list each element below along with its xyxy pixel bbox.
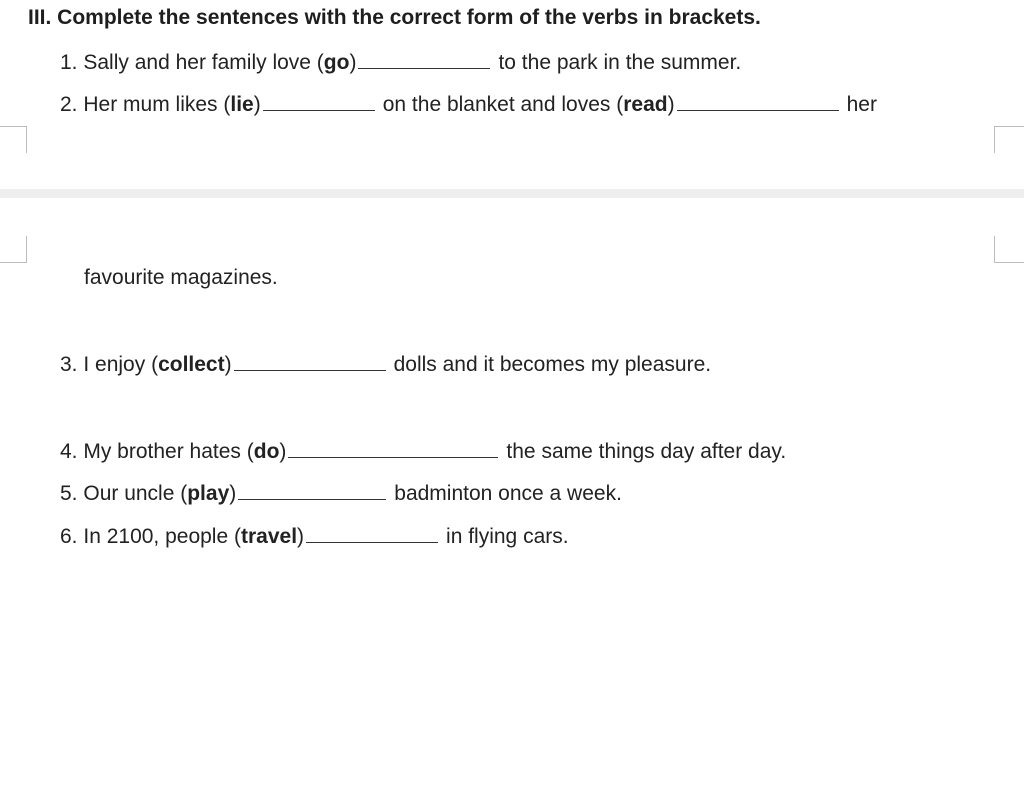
- item-number: 5.: [60, 482, 78, 505]
- answer-blank[interactable]: [234, 352, 386, 371]
- sentence-end: the same things day after day.: [506, 440, 787, 463]
- sentence-end: dolls and it becomes my pleasure.: [393, 353, 712, 376]
- sentence-4: [60, 439, 786, 465]
- item-number: 3.: [60, 353, 78, 376]
- item-number: 4.: [60, 440, 78, 463]
- answer-blank[interactable]: [288, 439, 498, 458]
- bracket-close: ): [229, 482, 237, 505]
- bracket-close: ): [253, 93, 261, 116]
- sentence-2-continuation: favourite magazines.: [84, 266, 278, 289]
- answer-blank[interactable]: [238, 481, 386, 500]
- sentence-start: Sally and her family love (: [83, 51, 324, 74]
- sentence-end: in flying cars.: [446, 525, 569, 548]
- sentence-3: [60, 352, 711, 378]
- sentence-2: [60, 92, 877, 118]
- sentence-middle: on the blanket and loves (: [382, 93, 624, 116]
- verb: go: [323, 51, 350, 74]
- answer-blank[interactable]: [677, 92, 839, 111]
- sentence-start: I enjoy (: [83, 353, 159, 376]
- sentence-5: [60, 481, 622, 507]
- verb: travel: [240, 525, 298, 548]
- verb: collect: [158, 353, 225, 376]
- answer-blank[interactable]: [263, 92, 375, 111]
- bracket-close: ): [224, 353, 232, 376]
- verb: read: [623, 93, 668, 116]
- verb: lie: [230, 93, 254, 116]
- verb: do: [253, 440, 280, 463]
- item-number: 2.: [60, 93, 78, 116]
- sentence-6: [60, 524, 569, 550]
- page-break: [0, 189, 1024, 198]
- sentence-start: Her mum likes (: [83, 93, 231, 116]
- page-corner-mark: [0, 126, 27, 153]
- page-corner-mark: [0, 236, 27, 263]
- sentence-end: badminton once a week.: [394, 482, 622, 505]
- bracket-close: ): [667, 93, 675, 116]
- bracket-close: ): [279, 440, 287, 463]
- item-number: 6.: [60, 525, 78, 548]
- sentence-start: In 2100, people (: [83, 525, 241, 548]
- verb: play: [187, 482, 230, 505]
- answer-blank[interactable]: [306, 524, 438, 543]
- sentence-end: her: [846, 93, 877, 116]
- item-number: 1.: [60, 51, 78, 74]
- sentence-start: My brother hates (: [83, 440, 254, 463]
- exercise-heading: III. Complete the sentences with the correct form of the verbs in brackets.: [28, 6, 761, 29]
- answer-blank[interactable]: [358, 50, 490, 69]
- sentence-end: to the park in the summer.: [498, 51, 742, 74]
- bracket-close: ): [297, 525, 305, 548]
- sentence-1: [60, 50, 741, 76]
- sentence-start: Our uncle (: [83, 482, 188, 505]
- page-corner-mark: [994, 126, 1024, 153]
- page-corner-mark: [994, 236, 1024, 263]
- bracket-close: ): [349, 51, 357, 74]
